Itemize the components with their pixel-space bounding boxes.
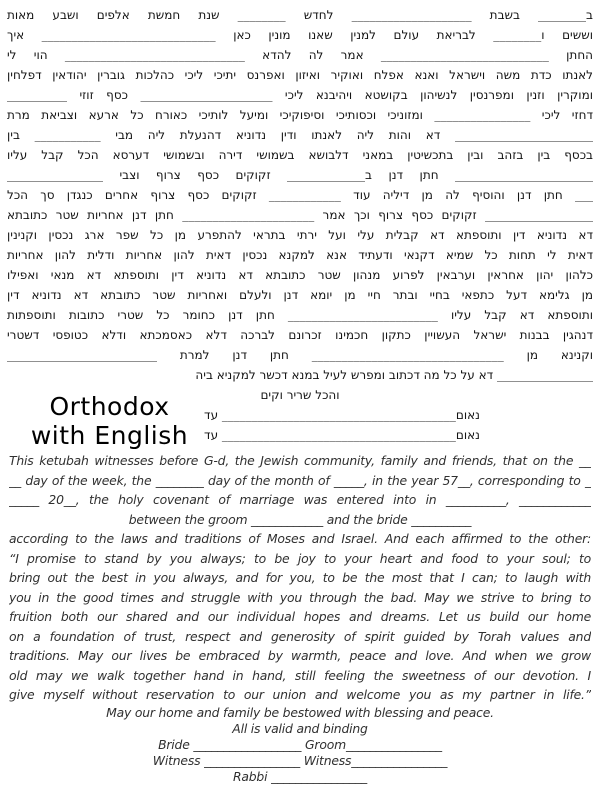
hebrew-line: ומוקרין וזנין ומפרנסין לנשיהון בקושטא ויהיבנא ליכי ______________________ כסף זוזי __________ bbox=[7, 88, 593, 102]
english-line: according to the laws and traditions of Moses and Israel. And each affirmed to the other: bbox=[9, 531, 591, 546]
hebrew-line: דנהגין בבנות ישראל העשויין כתקון חכמינו זכרונם לברכה דלא כאסמכתא ודלא כטופסי דשטרי bbox=[7, 328, 593, 342]
english-line: This ketubah witnesses before G-d, the Jewish community, family and friends, that on the __ bbox=[9, 453, 591, 468]
english-line: Bride __________________ Groom________________ bbox=[158, 736, 442, 752]
hebrew-line: לאנתו כדת משה וישראל ואנא אפלח ואוקיר ואיזון ואפרנס יתיכי ליכי כהלכות גוברין יהודאין דפלחין bbox=[7, 68, 593, 82]
hebrew-line: ותוספתא דא קבל עליו _________________________ חתן דנן כחומר כל שטרי כתובות ותוספתות bbox=[7, 308, 593, 322]
english-line: fruition both our shared and our individual hopes and dreams. Let us build our home bbox=[9, 609, 591, 624]
english-line: bring out the best in you always, and for you, to be the most that I can; to laugh with bbox=[9, 570, 591, 585]
hebrew-line: וששים ו________ לבריאת עולם למנין שאנו מונין כאן _____________________________ איך bbox=[7, 28, 593, 42]
english-line: traditions. May our lives be embraced by warmth, peace and love. And when we grow bbox=[9, 648, 591, 663]
hebrew-line: ב________ בשבת ____________________ לחדש ________ שנת חמשת אלפים ושבע מאות bbox=[7, 8, 593, 22]
english-text-section bbox=[0, 451, 600, 785]
english-line: _____ 20__, the holy covenant of marriage was entered into in __________, ____________ bbox=[9, 492, 591, 507]
style-label-line1: Orthodox bbox=[49, 392, 170, 421]
hebrew-line: כלהון יהון אחראין וערבאין לפרוע מנהון שטר כתובתא דא נדוניא דין ותוספתא דא מנאי ואפילו bbox=[7, 268, 593, 282]
english-line: Rabbi ________________ bbox=[232, 768, 368, 784]
english-line: __ day of the week, the ________ day of the month of _____, in the year 57__, corresponding to _ bbox=[9, 472, 591, 488]
hebrew-line: _______________________ חתן דנן ב_____________ זקוקים כסף צרוף וצבי ________________ bbox=[7, 168, 593, 182]
style-label bbox=[22, 392, 197, 450]
hebrew-line: _______________________ דא והות ליה לאנתו ודין נדוניא דהנעלת ליה מבי ___________ בין bbox=[7, 128, 593, 142]
english-line: you in the good times and struggle with you through the bad. May we strive to bring to bbox=[9, 589, 591, 605]
hebrew-line: וקנינא מן ________________________________ חתן דנן למרת _________________________ bbox=[7, 348, 593, 362]
hebrew-line: מן גלימא דעל כתפאי בחיי ובתר חיי מן יומא דנן ולעלם ואחריות שטר כתובתא דא נדוניא דין bbox=[7, 288, 593, 302]
english-line: old may we walk together hand in hand, still feeling the sweetness of our devotion. I bbox=[9, 667, 591, 683]
english-line: on a foundation of trust, respect and generosity of spirit guided by Torah values and bbox=[9, 628, 591, 644]
hebrew-line: ________________ דא על כל מה דכתוב ומפרש לעיל במנא דכשר למקניא ביה bbox=[195, 368, 593, 382]
hebrew-line: דא נדוניא דין ותוספתא דא קבלית עלי ועל ירתי בתראי להתפרע מן כל שפר ארג נכסין וקנינין bbox=[7, 228, 593, 242]
english-line: May our home and family be bestowed with blessing and peace. bbox=[106, 704, 494, 720]
hebrew-line: __________________ זקוקים כסף צרוף וכך אמר ______________________ חתן דנן אחריות שטר כתובתא bbox=[7, 208, 593, 222]
hebrew-line: דאית לי תחות כל שמיא דקנאי ודעתיד אנא למקנא נכסין דאית להון אחריות ודלית להון אחריות bbox=[7, 248, 593, 262]
hebrew-line: בכסף בין בזהב ובין בתכשיטין במאני דלבושא בשמושי דירה ובשמושי דערסא הכל קבל עליו bbox=[7, 148, 593, 162]
hebrew-line: החתן ____________________________ אמר לה להדא ______________________________ הוי לי bbox=[7, 48, 593, 62]
english-line: Witness ________________ Witness________________ bbox=[152, 752, 448, 768]
hebrew-line: והכל שריר וקים bbox=[260, 388, 340, 402]
hebrew-line: נאום_______________________________________ עד bbox=[204, 408, 480, 422]
hebrew-line: נאום_______________________________________ עד bbox=[204, 428, 480, 442]
english-line: “I promise to stand by you always; to be joy to your heart and food to your soul; to bbox=[9, 550, 591, 566]
english-line: between the groom ____________ and the bride __________ bbox=[128, 511, 472, 527]
hebrew-line: דחזי ליכי ________________ ומזוניכי וכסותיכי וסיפוקיכי ומיעל לותיכי כאורח כל ארעא וצביאת מרת bbox=[7, 108, 593, 122]
hebrew-line: ___ חתן דנן והוסיף לה מן דיליה עוד ____________ זקוקים כסף צרוף אחרים כנגדן סך הכל bbox=[7, 188, 593, 202]
english-line: All is valid and binding bbox=[232, 720, 368, 736]
style-label-line2: with English bbox=[30, 421, 189, 450]
english-line: give myself without reservation to our union and welcome you as my partner in life.” bbox=[9, 687, 591, 702]
